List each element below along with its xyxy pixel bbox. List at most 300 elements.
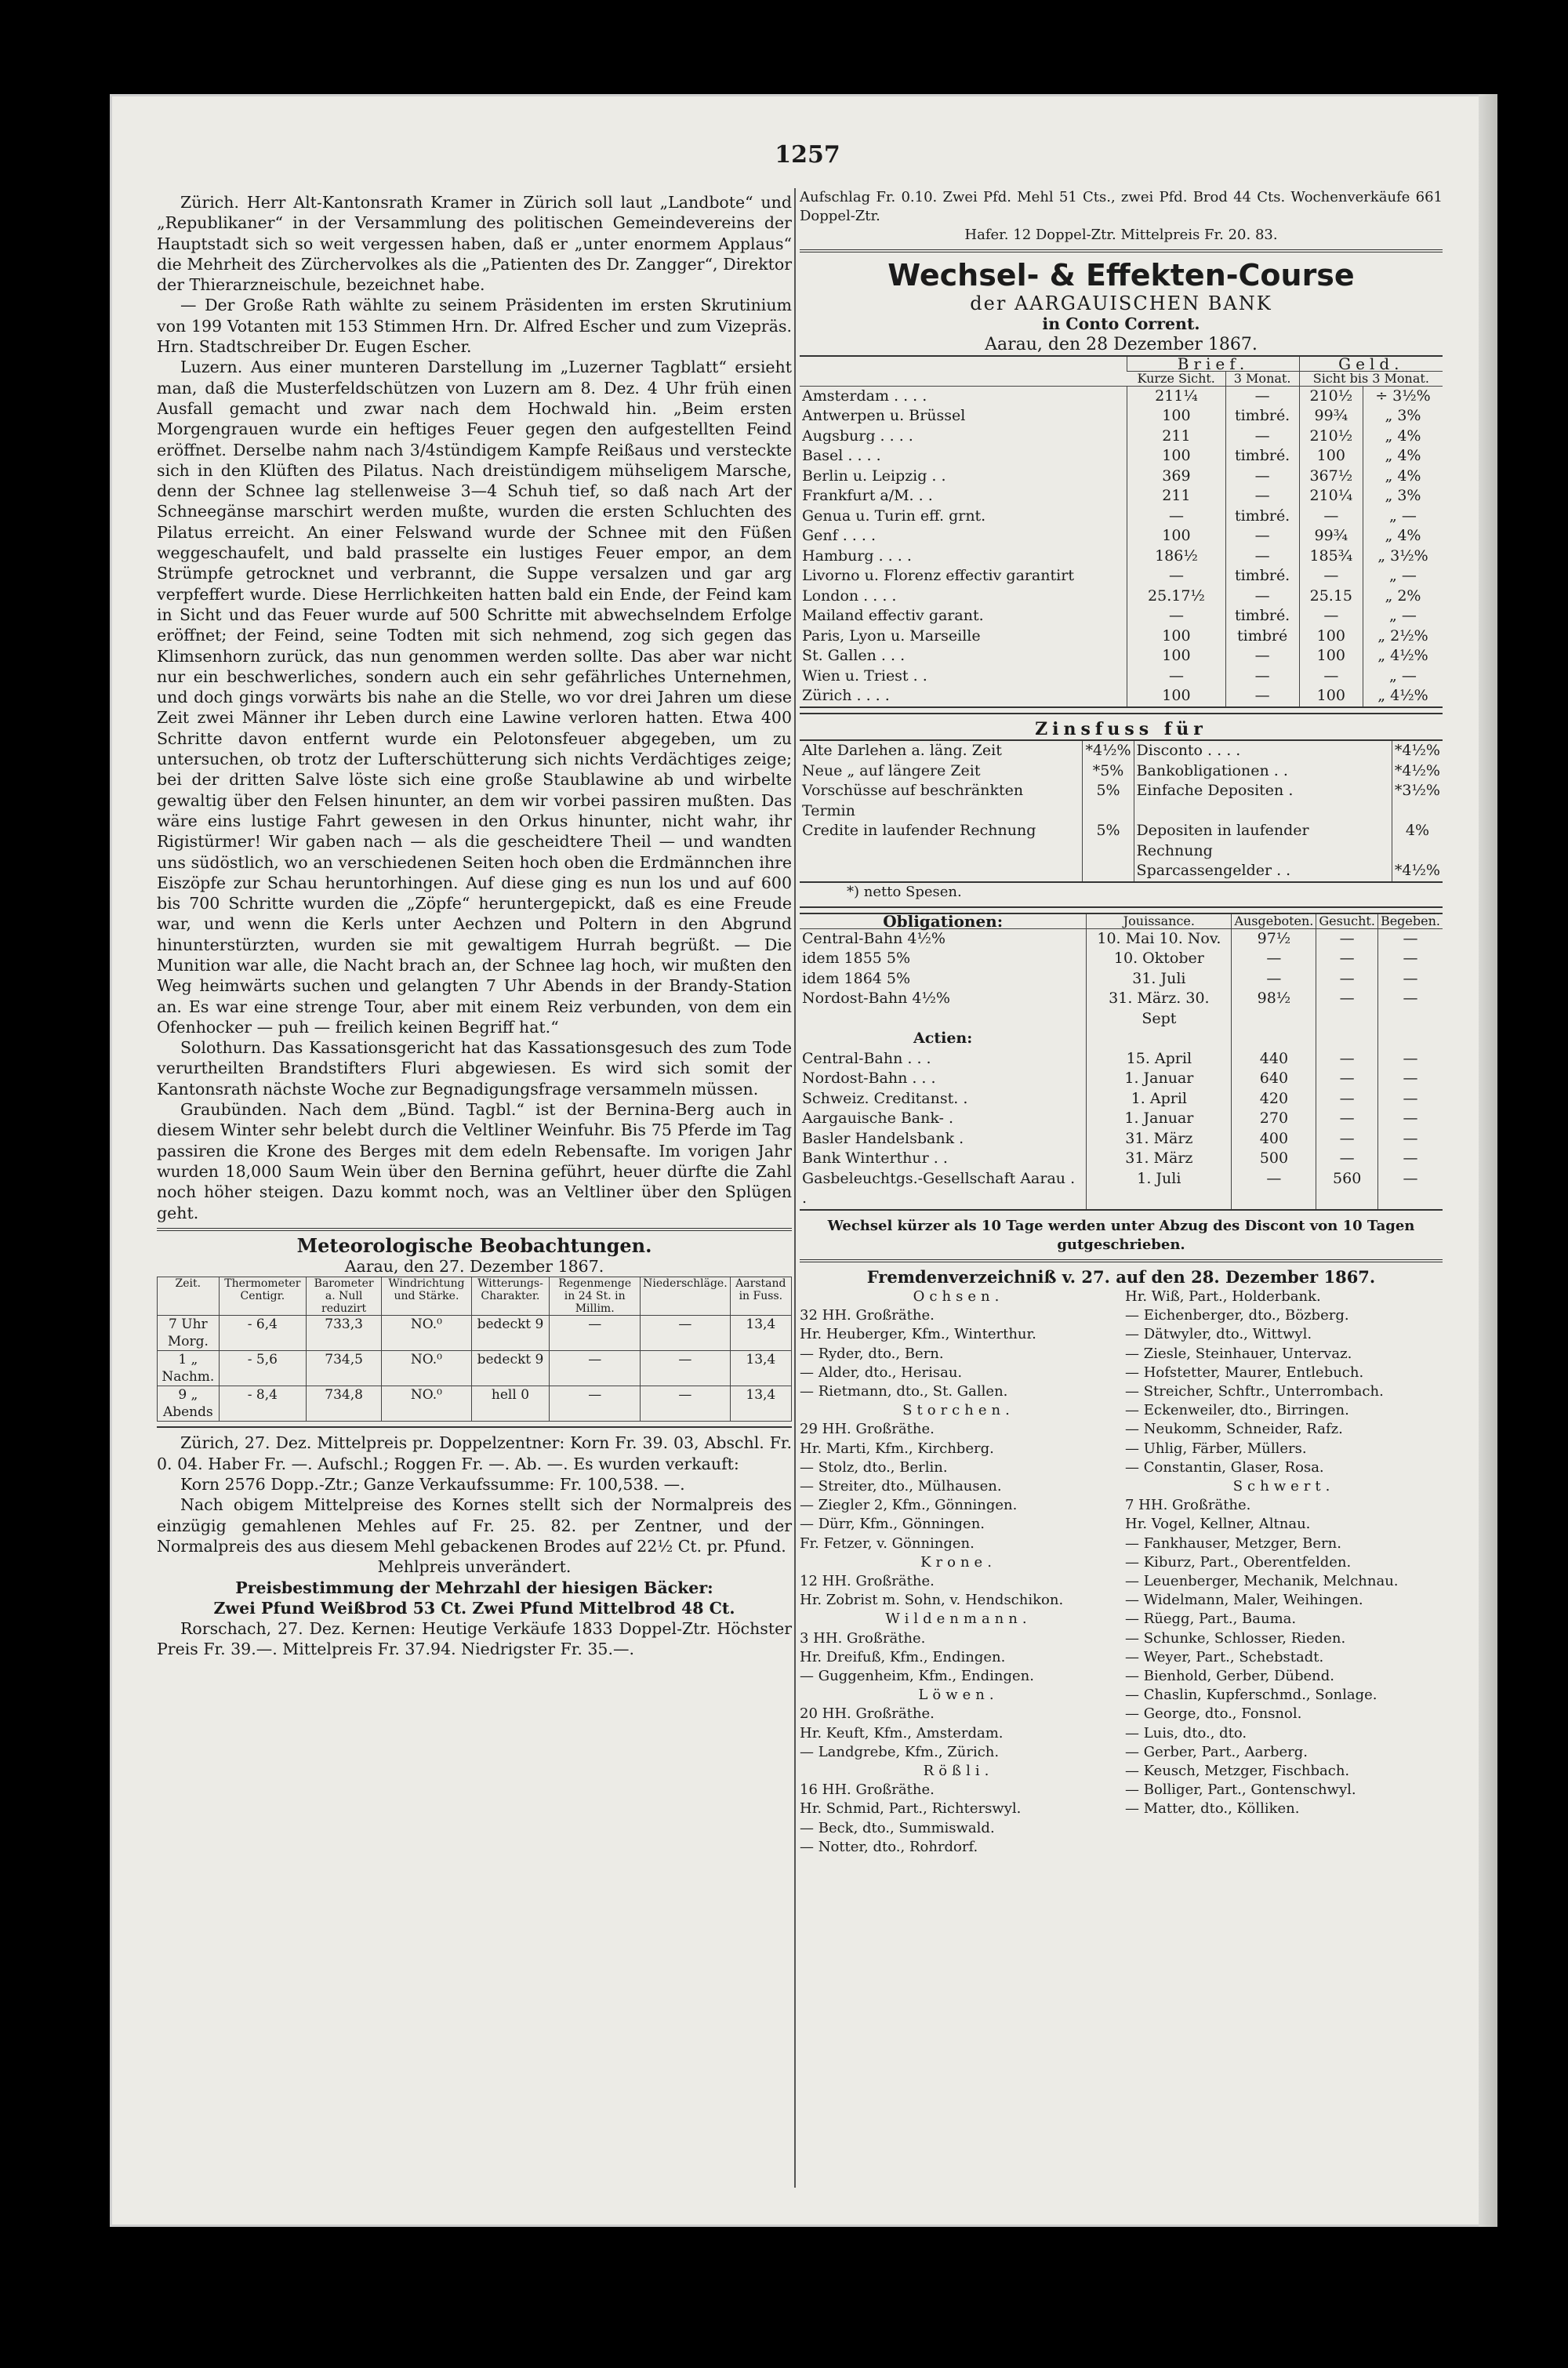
exchange-value: 99¾ (1299, 526, 1363, 547)
column-divider (794, 188, 796, 2188)
exchange-value: timbré. (1225, 606, 1299, 627)
table-row (800, 969, 1443, 990)
actien-cell: Gasbeleuchtgs.-Gesellschaft Aarau . . (802, 1169, 1076, 1208)
guest-entry: 16 HH. Großräthe. (800, 1781, 935, 1799)
actien-cell: 31. März (1087, 1149, 1232, 1169)
meteo-cell: 13,4 (730, 1316, 791, 1351)
exchange-value: „ 4% (1363, 446, 1443, 467)
exchange-place: Paris, Lyon u. Marseille (802, 627, 981, 645)
jouissance-header: Jouissance. (1087, 913, 1232, 929)
exchange-value: — (1299, 666, 1363, 687)
exchange-value: — (1299, 507, 1363, 527)
actien-cell: Nordost-Bahn . . . (802, 1070, 936, 1088)
actien-cell: — (1377, 1129, 1443, 1149)
actien-blank (1087, 1029, 1232, 1049)
guest-entry: — Rietmann, dto., St. Gallen. (800, 1383, 1008, 1400)
obligation-cell: 31. Juli (1087, 969, 1232, 990)
guest-entry: — Dätwyler, dto., Wittwyl. (1125, 1326, 1312, 1343)
actien-cell: 1. Januar (1087, 1109, 1232, 1129)
exchange-value: — (1225, 587, 1299, 607)
meteo-cell: 1 „ Nachm. (158, 1351, 220, 1386)
actien-cell: — (1377, 1169, 1443, 1210)
table-row (158, 1386, 792, 1422)
obligation-cell: 31. März. 30. Sept (1087, 989, 1232, 1029)
table-row (800, 686, 1443, 707)
exchange-value: „ — (1363, 566, 1443, 587)
table-row (800, 1069, 1443, 1089)
exchange-value: „ — (1363, 666, 1443, 687)
exchange-place: Basel . . . . (802, 447, 881, 465)
exchange-value: 100 (1127, 446, 1225, 467)
meteo-cell: NO.⁰ (382, 1316, 471, 1351)
guest-entry: — Dürr, Kfm., Gönningen. (800, 1516, 985, 1533)
table-row (800, 740, 1443, 761)
exchange-value: 210½ (1299, 386, 1363, 406)
actien-cell: — (1232, 1169, 1316, 1210)
guest-entry: 12 HH. Großräthe. (800, 1573, 935, 1590)
table-row (800, 761, 1443, 782)
obligation-cell: — (1377, 928, 1443, 949)
exchange-value: — (1225, 666, 1299, 687)
exchange-value: 99¾ (1299, 406, 1363, 427)
zins-right-cell: *4½% (1392, 761, 1443, 782)
meteo-cell: — (641, 1351, 731, 1386)
zins-table (800, 739, 1443, 883)
meteo-cell: NO.⁰ (382, 1351, 471, 1386)
fremden-list (800, 1288, 1443, 1857)
exchange-value: „ — (1363, 507, 1443, 527)
exchange-value: — (1225, 526, 1299, 547)
table-row (800, 861, 1443, 882)
meteo-header: Aarstand in Fuss. (730, 1277, 791, 1316)
table-row (800, 1149, 1443, 1169)
exchange-value: timbré. (1225, 406, 1299, 427)
exchange-value: — (1225, 547, 1299, 567)
meteo-subtitle: Aarau, den 27. Dezember 1867. (344, 1257, 604, 1277)
gesucht-header: Gesucht. (1316, 913, 1378, 929)
guest-entry: Ochsen. (913, 1288, 1004, 1305)
exchange-date: Aarau, den 28 Dezember 1867. (985, 334, 1258, 354)
actien-blank (1316, 1029, 1378, 1049)
exchange-value: 367½ (1299, 467, 1363, 487)
table-row (800, 949, 1443, 969)
actien-cell: — (1377, 1109, 1443, 1129)
table-row (158, 1351, 792, 1386)
guest-entry: — Alder, dto., Herisau. (800, 1364, 963, 1381)
table-row (800, 566, 1443, 587)
meteo-header: Windrichtung und Stärke. (382, 1277, 471, 1316)
table-row (800, 406, 1443, 427)
obligation-cell: — (1232, 949, 1316, 969)
guest-entry: — Luis, dto., dto. (1125, 1724, 1247, 1741)
obligation-cell: Central-Bahn 4½% (802, 929, 946, 947)
actien-cell: 270 (1232, 1109, 1316, 1129)
section-rule (157, 1426, 792, 1428)
exchange-value: 100 (1127, 646, 1225, 666)
guest-entry: — Landgrebe, Kfm., Zürich. (800, 1743, 1000, 1760)
obligation-cell: Nordost-Bahn 4½% (802, 990, 950, 1008)
guest-entry: Hr. Heuberger, Kfm., Winterthur. (800, 1326, 1036, 1343)
article-luzern: Luzern. Aus einer munteren Darstellung im „Luzerner Tagblatt“ ersieht man, daß die Musterfeldschützen von Luzern am 8. Dez. 4 Uhr früh einen Ausfall gemacht und zwar nach dem Hochwald hin. „Beim ersten Morgengrauen wurde ein heftiges Feuer gegen den aufgestellten Feind eröffnet. Derselbe nahm nach 3/4stündigem Kampfe Reißaus und versteckte sich in den Klüften des Pilatus. Nach dreistündigem mühseligem Marsche, denn der Schnee lag stellenweise 3—4 Schuh tief, so daß nach Art der Schneegänse marschirt werden mußte, wurden die ersten Schluchten des Pilatus erreicht. An einer Felswand wurde der Schnee mit den Füßen weggeschaufelt, und bald prasselte ein lustiges Feuer empor, an dem Strümpfe getrocknet und verbrannt, die Suppe versalzen und gar arg verpfeffert wurde. Diese Herrlichkeiten hatten bald ein Ende, der Feind kam in Sicht und das Feuer wurde auf 500 Schritte mit abwechselndem Erfolge eröffnet; der Feind, seine Todten mit sich nehmend, zog sich gegen das Klimsenhorn zurück, das nun genommen werden sollte. Das aber war nicht nur ein beschwerliches, sondern auch ein sehr gefährliches Unternehmen, und doch gings vorwärts bis nahe an die Stelle, wo vor drei Jahren um diese Zeit zwei Männer ihr Leben durch eine Lawine verloren hatten. Etwa 400 Schritte davon entfernt wurde ein Pelotonsfeuer abgegeben, um zu untersuchen, ob trotz der Lufterschütterung sich nichts Verdächtiges zeige; bei der dritten Salve löste sich eine große Staublawine ab und wirbelte gewaltig über den Felsen hinunter, an dem wir vorbei passiren mußten. Das wäre eins lustige Fahrt gewesen in den Orkus hinunter, nicht wahr, ihr Rigistürmer! Wir gaben nach — als die gescheidtere Theil — und wandten uns südöstlich, wo an verschiedenen Seiten hoch oben die Erdmännchen ihre Eiszöpfe zur Schau heruntorhingen. Auf diese ging es nun los und auf 600 bis 700 Schritte wurden die „Zöpfe“ heruntergepickt, daß es eine Freude war, und wenn die Kerls unter Aechzen und Poltern in den Abgrund hinunterstürzten, wurden sie mit gewaltigem Hurrah begrüßt. — Die Munition war alle, die Nacht brach an, der Schnee lag hoch, wir mußten den Weg heimwärts suchen und gelangten 7 Uhr Abends in der Brandy-Station an. Es war eine strenge Tour, aber mit einem Reiz verbunden, von dem ein Ofenhocker — puh — freilich keinen Begriff hat.“ (157, 358, 792, 1037)
meteo-header: Barometer a. Null reduzirt (307, 1277, 382, 1316)
guest-entry: Hr. Dreifuß, Kfm., Endingen. (800, 1648, 1006, 1665)
exchange-value: — (1225, 467, 1299, 487)
obligation-cell: idem 1864 5% (802, 969, 911, 987)
page-number: 1257 (775, 141, 840, 169)
exchange-place: Hamburg . . . . (802, 547, 912, 565)
zins-right-cell: *4½% (1392, 861, 1443, 882)
fremden-col-2 (1125, 1288, 1443, 1857)
exchange-value: 211 (1127, 486, 1225, 507)
obligation-cell: — (1316, 949, 1378, 969)
exchange-value: „ 4% (1363, 427, 1443, 447)
meteo-header: Regenmenge in 24 St. in Millim. (550, 1277, 641, 1316)
market-brot-prices: Zwei Pfund Weißbrod 53 Ct. Zwei Pfund Mittelbrod 48 Ct. (213, 1598, 735, 1618)
zins-left-cell (800, 861, 1083, 882)
obligation-cell: — (1316, 928, 1378, 949)
table-row (800, 507, 1443, 527)
table-row (800, 989, 1443, 1029)
exchange-value: timbré. (1225, 446, 1299, 467)
exchange-place: Frankfurt a/M. . . (802, 487, 933, 505)
table-row (800, 1169, 1443, 1210)
guest-entry: Hr. Marti, Kfm., Kirchberg. (800, 1440, 994, 1457)
section-rule (800, 906, 1443, 908)
exchange-value: 369 (1127, 467, 1225, 487)
exchange-value: 25.15 (1299, 587, 1363, 607)
exchange-place: St. Gallen . . . (802, 647, 906, 665)
obligation-cell: — (1377, 969, 1443, 990)
guest-entry: — Ryder, dto., Bern. (800, 1345, 944, 1362)
article-grosser-rath: — Der Große Rath wählte zu seinem Präsidenten im ersten Skrutinium von 199 Votanten mit 153 Stimmen Hrn. Dr. Alfred Escher und zum Vizepräs. Hrn. Stadtschreiber Dr. Eugen Escher. (157, 296, 792, 357)
exchange-place: Genf . . . . (802, 527, 877, 545)
table-row (800, 646, 1443, 666)
guest-entry: 20 HH. Großräthe. (800, 1705, 935, 1723)
table-row (800, 928, 1443, 949)
table-row (800, 666, 1443, 687)
zins-left-cell: Vorschüsse auf beschränkten Termin (802, 782, 1024, 819)
market-hafer: Hafer. 12 Doppel-Ztr. Mittelpreis Fr. 20. 83. (964, 227, 1278, 243)
right-column (800, 188, 1443, 1857)
exchange-value: — (1299, 606, 1363, 627)
obligation-cell: — (1377, 989, 1443, 1029)
obligation-cell: 10. Mai 10. Nov. (1087, 928, 1232, 949)
guest-entry: Löwen. (918, 1687, 999, 1704)
guest-entry: — Bolliger, Part., Gontenschwyl. (1125, 1781, 1356, 1799)
meteo-header: Niederschläge. (641, 1277, 731, 1316)
guest-entry: — Chaslin, Kupferschmd., Sonlage. (1125, 1687, 1377, 1704)
actien-blank (1232, 1029, 1316, 1049)
actien-cell: — (1316, 1089, 1378, 1110)
actien-cell: 500 (1232, 1149, 1316, 1169)
meteo-header: Witterungs-Charakter. (471, 1277, 550, 1316)
zins-left-cell: *4½% (1083, 740, 1134, 761)
guest-entry: — Ziesle, Steinhauer, Untervaz. (1125, 1345, 1352, 1362)
exchange-value: — (1127, 666, 1225, 687)
actien-blank (1377, 1029, 1443, 1049)
exchange-value: timbré (1225, 627, 1299, 647)
meteo-table (157, 1277, 792, 1422)
table-row (800, 821, 1443, 861)
guest-entry: — Streiter, dto., Mülhausen. (800, 1478, 1002, 1495)
exchange-place: Antwerpen u. Brüssel (802, 407, 966, 425)
market-zurich: Zürich, 27. Dez. Mittelpreis pr. Doppelzentner: Korn Fr. 39. 03, Abschl. Fr. 0. 04. Haber Fr. —. Aufschl.; Roggen Fr. —. Ab. —. Es wurden verkauft: (157, 1433, 792, 1473)
guest-entry: — Eichenberger, dto., Bözberg. (1125, 1307, 1349, 1324)
actien-cell: 400 (1232, 1129, 1316, 1149)
meteo-cell: 13,4 (730, 1351, 791, 1386)
brief-header: Brief. (1127, 356, 1299, 372)
geld-header: Geld. (1299, 356, 1443, 372)
meteo-cell: 9 „ Abends (158, 1386, 220, 1422)
actien-cell: 31. März (1087, 1129, 1232, 1149)
zins-right-cell: Einfache Depositen . (1134, 781, 1392, 821)
meteo-cell: 7 Uhr Morg. (158, 1316, 220, 1351)
newspaper-page (110, 94, 1497, 2227)
fremden-title: Fremdenverzeichniß v. 27. auf den 28. Dezember 1867. (866, 1266, 1376, 1287)
actien-cell: Aargauische Bank- . (802, 1110, 954, 1128)
meteo-cell: bedeckt 9 (471, 1316, 550, 1351)
table-row (800, 386, 1443, 406)
market-mehlpreis: Mehlpreis unverändert. (377, 1557, 572, 1577)
zins-left-cell: 5% (1083, 781, 1134, 821)
guest-entry: — Hofstetter, Maurer, Entlebuch. (1125, 1364, 1364, 1381)
actien-title: Actien: (913, 1030, 973, 1048)
guest-entry: — Widelmann, Maler, Weihingen. (1125, 1592, 1363, 1609)
obligation-cell: 97½ (1232, 928, 1316, 949)
market-korn: Korn 2576 Dopp.-Ztr.; Ganze Verkaufssumme: Fr. 100,538. —. (180, 1475, 685, 1495)
meteo-cell: - 8,4 (219, 1386, 306, 1422)
zins-right-cell: Depositen in laufender Rechnung (1134, 821, 1392, 861)
exchange-title: Wechsel- & Effekten-Course (887, 258, 1355, 292)
guest-entry: — Bienhold, Gerber, Dübend. (1125, 1668, 1335, 1685)
exchange-value: „ 4% (1363, 467, 1443, 487)
table-row (800, 486, 1443, 507)
guest-entry: Fr. Fetzer, v. Gönningen. (800, 1534, 975, 1552)
exchange-value: — (1225, 486, 1299, 507)
exchange-value: „ 4½% (1363, 686, 1443, 707)
actien-cell: — (1316, 1049, 1378, 1070)
sicht-header: Sicht bis 3 Monat. (1299, 371, 1443, 386)
actien-cell: 560 (1316, 1169, 1378, 1210)
actien-cell: 640 (1232, 1069, 1316, 1089)
guest-entry: — Uhlig, Färber, Müllers. (1125, 1440, 1307, 1457)
exchange-value: — (1225, 386, 1299, 406)
actien-heading-row (800, 1029, 1443, 1049)
zins-left-cell: Credite in laufender Rechnung (802, 822, 1036, 840)
zins-right-cell: 4% (1392, 821, 1443, 861)
exchange-value: „ 2½% (1363, 627, 1443, 647)
exchange-value: „ 3% (1363, 486, 1443, 507)
exchange-value: „ 3½% (1363, 547, 1443, 567)
obligation-cell: — (1316, 969, 1378, 990)
obligation-cell: 10. Oktober (1087, 949, 1232, 969)
kurze-sicht-header: Kurze Sicht. (1127, 371, 1225, 386)
guest-entry: — Weyer, Part., Schebstadt. (1125, 1648, 1324, 1665)
exchange-value: 185¾ (1299, 547, 1363, 567)
table-row (800, 627, 1443, 647)
exchange-value: 100 (1127, 627, 1225, 647)
exchange-value: 100 (1299, 646, 1363, 666)
exchange-value: timbré. (1225, 507, 1299, 527)
actien-cell: 420 (1232, 1089, 1316, 1110)
guest-entry: — Kiburz, Part., Oberentfelden. (1125, 1553, 1352, 1571)
market-normalpreis: Nach obigem Mittelpreise des Kornes stellt sich der Normalpreis des einzügig gemahlenen Mehles auf Fr. 25. 82. per Zentner, und der Normalpreis des aus diesem Mehl gebackenen Brodes auf 22½ Ct. pr. Pfund. (157, 1495, 792, 1556)
market-baecker-heading: Preisbestimmung der Mehrzahl der hiesigen Bäcker: (235, 1578, 713, 1597)
guest-entry: Storchen. (902, 1402, 1014, 1419)
exchange-place: Mailand effectiv garant. (802, 607, 984, 625)
zins-right-cell: *3½% (1392, 781, 1443, 821)
section-rule (157, 1228, 792, 1231)
exchange-value: „ 2% (1363, 587, 1443, 607)
exchange-place: Genua u. Turin eff. grnt. (802, 507, 986, 525)
exchange-value: 100 (1127, 686, 1225, 707)
actien-cell: 1. Juli (1087, 1169, 1232, 1210)
meteo-cell: 734,8 (307, 1386, 382, 1422)
article-solothurn: Solothurn. Das Kassationsgericht hat das Kassationsgesuch des zum Tode verurtheilten Brandstifters Fluri abgewiesen. Es wird sich somit der Kantonsrath nächste Woche zur Begnadigungsfrage versammeln müssen. (157, 1038, 792, 1099)
exchange-value: timbré. (1225, 566, 1299, 587)
exchange-value: — (1225, 686, 1299, 707)
meteo-cell: NO.⁰ (382, 1386, 471, 1422)
actien-cell: Schweiz. Creditanst. . (802, 1089, 968, 1107)
guest-entry: — Notter, dto., Rohrdorf. (800, 1838, 978, 1855)
table-row (800, 547, 1443, 567)
actien-cell: 440 (1232, 1049, 1316, 1070)
exchange-value: 211 (1127, 427, 1225, 447)
meteo-cell: hell 0 (471, 1386, 550, 1422)
guest-entry: Hr. Vogel, Kellner, Altnau. (1125, 1516, 1311, 1533)
exchange-value: „ 4½% (1363, 646, 1443, 666)
exchange-value: — (1127, 566, 1225, 587)
guest-entry: — Leuenberger, Mechanik, Melchnau. (1125, 1573, 1399, 1590)
meteo-cell: — (641, 1316, 731, 1351)
guest-entry: 29 HH. Großräthe. (800, 1421, 935, 1438)
table-row (800, 446, 1443, 467)
exchange-value: 100 (1299, 686, 1363, 707)
guest-entry: Wildenmann. (885, 1611, 1032, 1628)
meteo-cell: — (550, 1316, 641, 1351)
guest-entry: — Keusch, Metzger, Fischbach. (1125, 1763, 1350, 1780)
guest-entry: Hr. Keuft, Kfm., Amsterdam. (800, 1724, 1004, 1741)
ausgeboten-header: Ausgeboten. (1232, 913, 1316, 929)
guest-entry: — Neukomm, Schneider, Rafz. (1125, 1421, 1343, 1438)
actien-cell: Basler Handelsbank . (802, 1129, 964, 1147)
zins-left-cell: Neue „ auf längere Zeit (802, 761, 981, 779)
section-rule (800, 249, 1443, 252)
meteo-cell: 734,5 (307, 1351, 382, 1386)
exchange-place: London . . . . (802, 587, 897, 605)
meteo-title: Meteorologische Beobachtungen. (296, 1233, 652, 1257)
section-rule (800, 713, 1443, 714)
exchange-bank: der AARGAUISCHEN BANK (970, 292, 1272, 314)
exchange-value: 210¼ (1299, 486, 1363, 507)
table-row (800, 781, 1443, 821)
section-rule (800, 1259, 1443, 1262)
obligation-cell: — (1377, 949, 1443, 969)
exchange-place: Berlin u. Leipzig . . (802, 467, 946, 485)
meteo-header: Thermometer Centigr. (219, 1277, 306, 1316)
exchange-value: — (1225, 427, 1299, 447)
obligation-cell: — (1232, 969, 1316, 990)
table-row (800, 467, 1443, 487)
guest-entry: — Eckenweiler, dto., Birringen. (1125, 1402, 1349, 1419)
exchange-value: „ 4% (1363, 526, 1443, 547)
guest-entry: Rößli. (923, 1763, 994, 1780)
exchange-value: ÷ 3½% (1363, 386, 1443, 406)
meteo-cell: — (550, 1386, 641, 1422)
begeben-header: Begeben. (1377, 913, 1443, 929)
table-row (800, 587, 1443, 607)
obligationen-title: Obligationen: (800, 913, 1087, 929)
exchange-place: Zürich . . . . (802, 687, 890, 705)
actien-cell: — (1377, 1049, 1443, 1070)
actien-cell: — (1377, 1069, 1443, 1089)
exchange-table (800, 355, 1443, 708)
meteo-cell: 13,4 (730, 1386, 791, 1422)
exchange-value: 186½ (1127, 547, 1225, 567)
actien-cell: Bank Winterthur . . (802, 1149, 948, 1168)
exchange-place: Livorno u. Florenz effectiv garantirt (802, 567, 1074, 585)
guest-entry: 7 HH. Großräthe. (1125, 1497, 1251, 1514)
fremden-col-1 (800, 1288, 1117, 1857)
actien-cell: Central-Bahn . . . (802, 1049, 931, 1067)
guest-entry: 32 HH. Großräthe. (800, 1307, 935, 1324)
exchange-value: 100 (1127, 406, 1225, 427)
exchange-place: Augsburg . . . . (802, 427, 913, 445)
page-edge (1479, 94, 1497, 2227)
exchange-place: Amsterdam . . . . (802, 387, 927, 405)
table-row (800, 1089, 1443, 1110)
guest-entry: — Constantin, Glaser, Rosa. (1125, 1458, 1324, 1476)
zins-left-cell: Alte Darlehen a. läng. Zeit (802, 742, 1002, 760)
zins-left-cell: 5% (1083, 821, 1134, 861)
guest-entry: — Matter, dto., Kölliken. (1125, 1800, 1300, 1818)
guest-entry: Hr. Zobrist m. Sohn, v. Hendschikon. (800, 1592, 1064, 1609)
table-row (800, 1109, 1443, 1129)
zins-right-cell: Bankobligationen . . (1134, 761, 1392, 782)
exchange-footnote: Wechsel kürzer als 10 Tage werden unter Abzug des Discont von 10 Tagen gutgeschrieben. (827, 1217, 1415, 1253)
zins-note: *) netto Spesen. (847, 883, 962, 900)
obligation-cell: idem 1855 5% (802, 950, 911, 968)
table-row (800, 427, 1443, 447)
actien-cell: — (1316, 1069, 1378, 1089)
exchange-value: „ — (1363, 606, 1443, 627)
zins-left-cell (1083, 861, 1134, 882)
article-graubuenden: Graubünden. Nach dem „Bünd. Tagbl.“ ist der Bernina-Berg auch in diesem Winter sehr belebt durch die Veltliner Weinfuhr. Bis 75 Pferde im Tag passiren die Krone des Berges mit dem edeln Rebensafte. Im vorigen Jahr wurden 18,000 Saum Wein über den Bernina geführt, heuer dürfte die Zahl noch höher steigen. Dazu kommt noch, was an Veltliner über den Splügen geht. (157, 1100, 792, 1222)
meteo-cell: - 6,4 (219, 1316, 306, 1351)
actien-cell: — (1316, 1149, 1378, 1169)
zins-title: Zinsfuss für (1035, 718, 1207, 739)
guest-entry: Schwert. (1232, 1478, 1335, 1495)
article-zurich: Zürich. Herr Alt-Kantonsrath Kramer in Zürich soll laut „Landbote“ und „Republikaner“ in der Versammlung des politischen Gemeindevereins der Hauptstadt sich so weit vergessen haben, daß er „unter enormem Applaus“ die Mehrheit des Zürchervolkes als die „Patienten des Dr. Zangger“, Direktor der Thierarzneischule, bezeichnet habe. (157, 193, 792, 295)
guest-entry: 3 HH. Großräthe. (800, 1629, 926, 1647)
actien-cell: 1. April (1087, 1089, 1232, 1110)
zins-right-cell: *4½% (1392, 740, 1443, 761)
zins-right-cell: Disconto . . . . (1134, 740, 1392, 761)
market-rorschach: Rorschach, 27. Dez. Kernen: Heutige Verkäufe 1833 Doppel-Ztr. Höchster Preis Fr. 39.—. Mittelpreis Fr. 37.94. Niedrigster Fr. 35.—. (157, 1619, 792, 1659)
left-column (157, 192, 792, 1660)
exchange-value: 100 (1299, 627, 1363, 647)
actien-cell: — (1377, 1089, 1443, 1110)
guest-entry: — Fankhauser, Metzger, Bern. (1125, 1534, 1341, 1552)
guest-entry: — Schunke, Schlosser, Rieden. (1125, 1629, 1346, 1647)
actien-cell: — (1377, 1149, 1443, 1169)
exchange-value: 25.17½ (1127, 587, 1225, 607)
obligationen-table (800, 913, 1443, 1211)
guest-entry: — Guggenheim, Kfm., Endingen. (800, 1668, 1034, 1685)
table-row (800, 1049, 1443, 1070)
zins-right-cell: Sparcassengelder . . (1134, 861, 1392, 882)
zins-left-cell: *5% (1083, 761, 1134, 782)
